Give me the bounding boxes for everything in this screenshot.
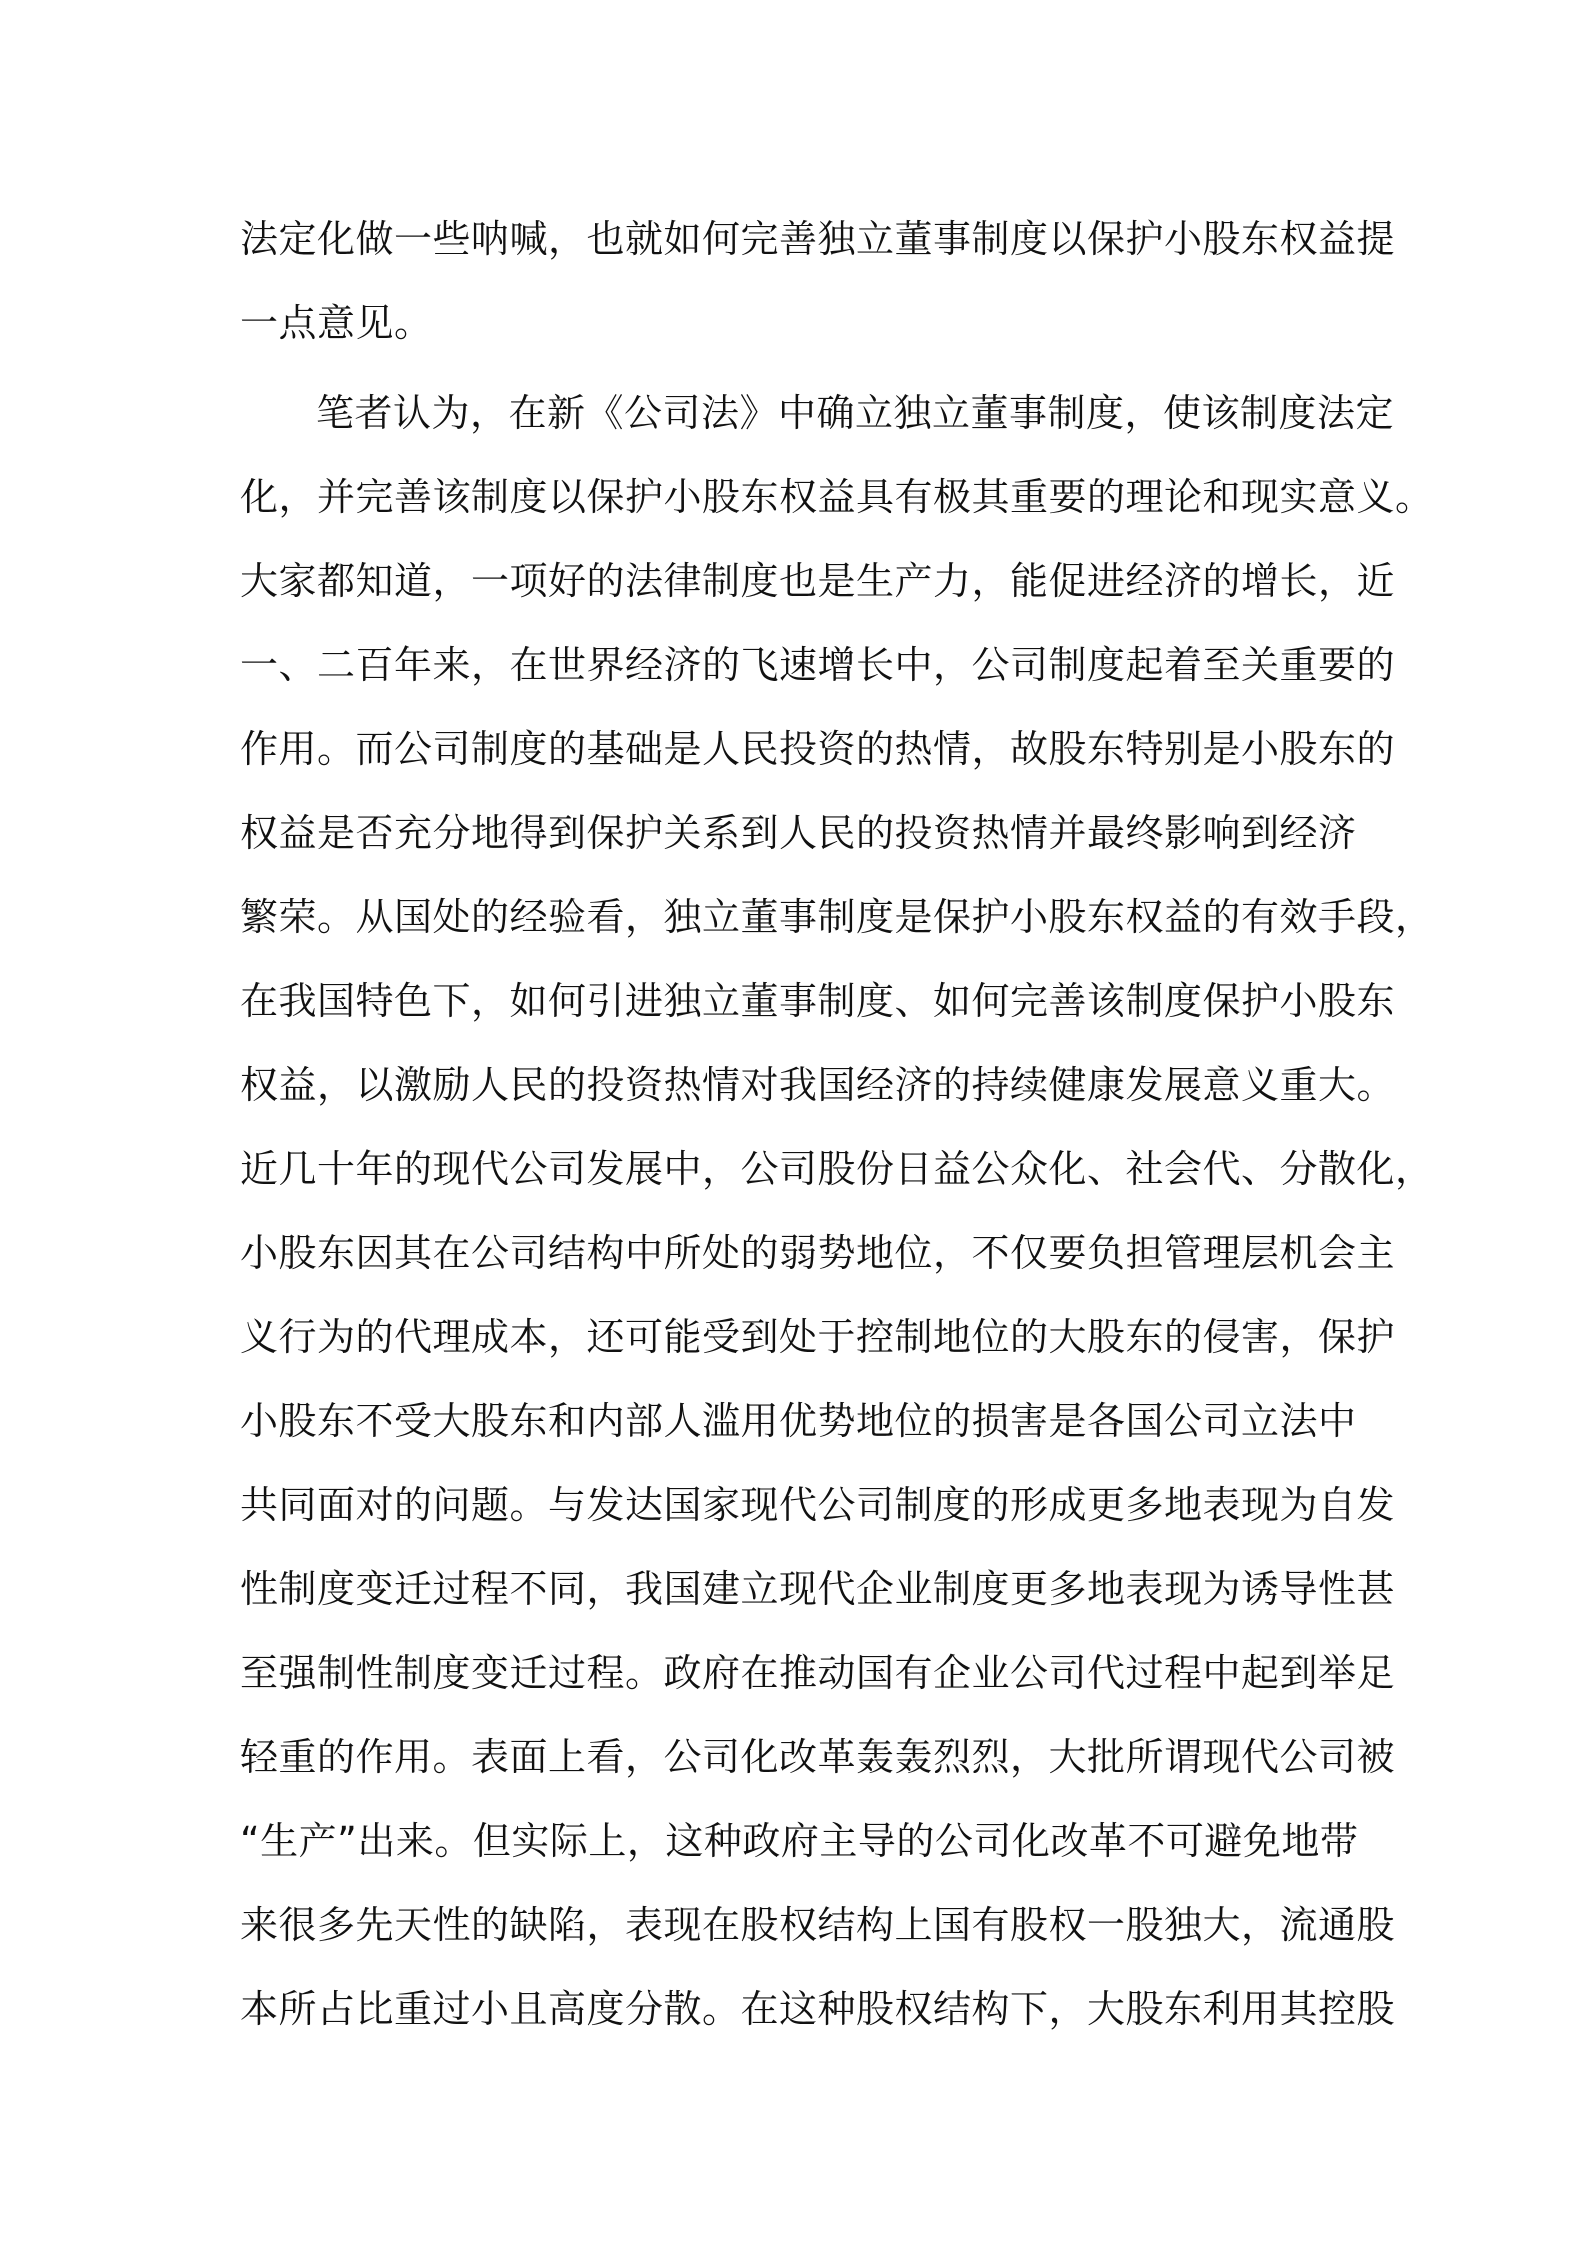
paragraph-first-line: 笔者认为，在新《公司法》中确立独立董事制度，使该制度法定 — [316, 391, 1395, 435]
text-line: 一、二百年来，在世界经济的飞速增长中，公司制度起着至关重要的 — [240, 643, 1396, 687]
text-line: 小股东因其在公司结构中所处的弱势地位，不仅要负担管理层机会主 — [240, 1231, 1396, 1275]
text-line: 至强制性制度变迁过程。政府在推动国有企业公司代过程中起到举足 — [240, 1651, 1396, 1695]
text-line: 权益是否充分地得到保护关系到人民的投资热情并最终影响到经济 — [240, 811, 1357, 855]
text-line: 大家都知道，一项好的法律制度也是生产力，能促进经济的增长，近 — [240, 559, 1396, 603]
text-line: 法定化做一些呐喊，也就如何完善独立董事制度以保护小股东权益提 — [240, 217, 1396, 261]
text-line: 化，并完善该制度以保护小股东权益具有极其重要的理论和现实意义。 — [240, 475, 1434, 519]
text-line: 一点意见。 — [240, 301, 433, 345]
text-line: 繁荣。从国处的经验看，独立董事制度是保护小股东权益的有效手段， — [240, 895, 1434, 939]
text-line: 近几十年的现代公司发展中，公司股份日益公众化、社会代、分散化， — [240, 1147, 1434, 1191]
text-line: 本所占比重过小且高度分散。在这种股权结构下，大股东利用其控股 — [240, 1987, 1396, 2031]
text-line: 来很多先天性的缺陷，表现在股权结构上国有股权一股独大，流通股 — [240, 1903, 1396, 1947]
text-line: 在我国特色下，如何引进独立董事制度、如何完善该制度保护小股东 — [240, 979, 1396, 1023]
text-line: 作用。而公司制度的基础是人民投资的热情，故股东特别是小股东的 — [240, 727, 1396, 771]
text-line: 共同面对的问题。与发达国家现代公司制度的形成更多地表现为自发 — [240, 1483, 1396, 1527]
text-line: 性制度变迁过程不同，我国建立现代企业制度更多地表现为诱导性甚 — [240, 1567, 1396, 1611]
text-line: “生产”出来。但实际上，这种政府主导的公司化改革不可避免地带 — [240, 1819, 1359, 1863]
text-line: 权益，以激励人民的投资热情对我国经济的持续健康发展意义重大。 — [240, 1063, 1396, 1107]
body-text — [240, 197, 1434, 2051]
text-line: 轻重的作用。表面上看，公司化改革轰轰烈烈，大批所谓现代公司被 — [240, 1735, 1396, 1779]
text-line: 小股东不受大股东和内部人滥用优势地位的损害是各国公司立法中 — [240, 1399, 1357, 1443]
text-line: 义行为的代理成本，还可能受到处于控制地位的大股东的侵害，保护 — [240, 1315, 1396, 1359]
